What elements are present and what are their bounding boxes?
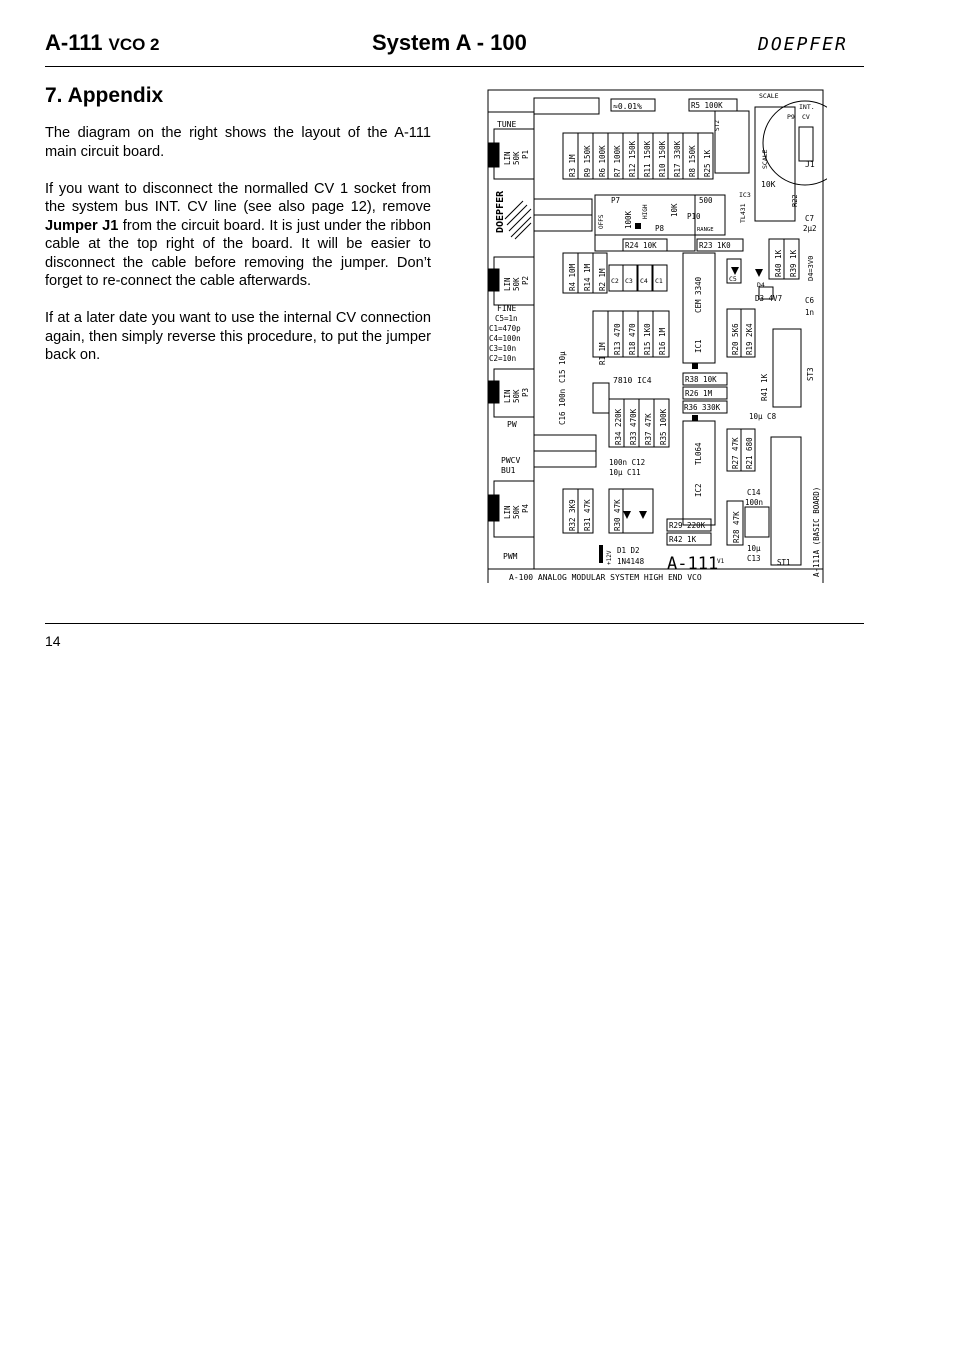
- label-r22: R22: [791, 194, 799, 207]
- label-r34: R34 220K: [614, 408, 623, 445]
- label-c5: C5: [729, 275, 737, 283]
- label-r14: R14 1M: [583, 263, 592, 291]
- page-number: 14: [45, 633, 61, 649]
- label-pw: PW: [507, 420, 517, 429]
- label-500: 500: [699, 196, 713, 205]
- label-int: INT.: [799, 103, 815, 111]
- label-r33: R33 470K: [629, 408, 638, 445]
- label-cv: CV: [802, 113, 810, 121]
- label-ic3: IC3: [739, 191, 751, 199]
- label-r36: R36 330K: [684, 403, 721, 412]
- label-c7: C7: [805, 214, 815, 223]
- label-pwm: PWM: [503, 552, 518, 561]
- label-r26: R26 1M: [685, 389, 713, 398]
- label-tl064: TL064: [694, 442, 703, 465]
- label-c13: 10µ: [747, 544, 761, 553]
- label-c6: C6: [805, 296, 815, 305]
- label-p2-value: 50K: [512, 277, 521, 291]
- label-r28: R28 47K: [732, 511, 741, 543]
- label-d1-d2: D1 D2: [617, 546, 640, 555]
- label-r41: R41 1K: [760, 373, 769, 401]
- label-12v: +12V: [606, 550, 613, 565]
- doepfer-board-logo: DOEPFER: [495, 190, 506, 233]
- label-p4: P4: [521, 503, 530, 513]
- label-c14: C14: [747, 488, 761, 497]
- label-r23: R23 1K0: [699, 241, 731, 250]
- label-r32: R32 3K9: [568, 499, 577, 531]
- label-c4: C4: [640, 277, 648, 285]
- label-r6: R6 100K: [598, 145, 607, 177]
- label-r15: R15 1K0: [643, 323, 652, 355]
- header-rule: [45, 66, 864, 67]
- label-p10: P10: [687, 212, 701, 221]
- label-p1: P1: [521, 149, 530, 159]
- model-subtitle: VCO 2: [108, 35, 160, 54]
- label-p9: P9: [787, 113, 795, 121]
- label-scale: SCALE: [759, 92, 779, 100]
- paragraph-3: If at a later date you want to use the internal CV connection again, then simply reverse this procedure, to put the jumper back on.: [45, 310, 431, 363]
- label-r1: R1 1M: [598, 342, 607, 365]
- label-p3-lin: LIN: [503, 389, 512, 403]
- label-high: HIGH: [642, 204, 649, 219]
- label-r21: R21 680: [745, 437, 754, 469]
- label-p3-value: 50K: [512, 389, 521, 403]
- label-100k: 100K: [624, 210, 633, 229]
- body-text: [45, 124, 431, 383]
- label-p8: P8: [655, 224, 665, 233]
- label-ic4: 7810 IC4: [613, 376, 652, 385]
- label-st3: ST3: [806, 367, 815, 381]
- label-p3: P3: [521, 387, 530, 397]
- header-model: [45, 30, 160, 56]
- label-r5: R5 100K: [691, 101, 723, 110]
- label-r29: R29 220K: [669, 521, 706, 530]
- header-system: System A - 100: [372, 30, 527, 55]
- label-tune: TUNE: [497, 120, 517, 129]
- label-p7: P7: [611, 196, 621, 205]
- label-p2: P2: [521, 275, 530, 285]
- label-fine: FINE: [497, 304, 517, 313]
- label-p4-lin: LIN: [503, 505, 512, 519]
- cap-c4: C4=100n: [489, 334, 521, 343]
- label-1n4148: 1N4148: [617, 557, 645, 566]
- label-c3: C3: [625, 277, 633, 285]
- cap-c2: C2=10n: [489, 354, 517, 363]
- section-title: 7. Appendix: [45, 84, 164, 107]
- label-scale-vertical: SCALE: [761, 149, 769, 169]
- label-c14-value: 100n: [745, 498, 764, 507]
- label-c8: 10µ C8: [749, 412, 777, 421]
- label-c15: C15 10µ: [558, 351, 567, 383]
- label-r19: R19 2K4: [745, 323, 754, 355]
- board-footer: A-100 ANALOG MODULAR SYSTEM HIGH END VCO: [509, 573, 702, 582]
- label-10k-p8: 10K: [670, 203, 679, 217]
- label-r25: R25 1K: [703, 149, 712, 177]
- label-j1: J1: [805, 160, 815, 169]
- label-r2: R2 1M: [598, 268, 607, 291]
- cap-c5: C5=1n: [495, 314, 518, 323]
- label-r35: R35 100K: [659, 408, 668, 445]
- label-st1: ST1: [777, 558, 791, 567]
- label-r8: R8 150K: [688, 145, 697, 177]
- label-r27: R27 47K: [731, 437, 740, 469]
- label-c16: C16 100n: [558, 388, 567, 425]
- label-v1: V1: [717, 558, 725, 565]
- label-r24: R24 10K: [625, 241, 657, 250]
- label-tl431: TL431: [739, 203, 747, 223]
- footer-rule: [45, 623, 864, 624]
- label-r11: R11 150K: [643, 140, 652, 177]
- label-cem3340: CEM 3340: [694, 276, 703, 313]
- label-r42: R42 1K: [669, 535, 697, 544]
- label-d4: D4: [757, 281, 765, 289]
- label-c12: 100n C12: [609, 458, 646, 467]
- label-c11: 10µ C11: [609, 468, 641, 477]
- circuit-board-diagram: [487, 89, 827, 583]
- label-c6-value: 1n: [805, 308, 815, 317]
- label-tolerance: ≈0.01%: [613, 102, 642, 111]
- label-bu1: BU1: [501, 466, 516, 475]
- label-r38: R38 10K: [685, 375, 717, 384]
- label-pwcv: PWCV: [501, 456, 521, 465]
- label-c13-name: C13: [747, 554, 761, 563]
- label-p1-lin: LIN: [503, 151, 512, 165]
- label-r9: R9 150K: [583, 145, 592, 177]
- label-r13: R13 470: [613, 323, 622, 355]
- label-r7: R7 100K: [613, 145, 622, 177]
- cap-c1: C1=470p: [489, 324, 521, 333]
- label-r31: R31 47K: [583, 499, 592, 531]
- label-p1-value: 50K: [512, 151, 521, 165]
- label-ic2: IC2: [694, 483, 703, 497]
- label-r40: R40 1K: [774, 249, 783, 277]
- label-c2: C2: [611, 277, 619, 285]
- label-p4-value: 50K: [512, 505, 521, 519]
- label-offs: OFFS: [598, 214, 605, 229]
- label-r17: R17 330K: [673, 140, 682, 177]
- label-r20: R20 5K6: [731, 323, 740, 355]
- label-10k: 10K: [761, 180, 776, 189]
- label-a111: A-111: [667, 554, 719, 574]
- label-c7-value: 2µ2: [803, 224, 817, 233]
- label-d4-voltage: D4=3V0: [807, 255, 815, 281]
- label-r39: R39 1K: [789, 249, 798, 277]
- paragraph-1: The diagram on the right shows the layout of the A-111 main circuit board.: [45, 125, 431, 160]
- label-r30: R30 47K: [613, 499, 622, 531]
- label-c1: C1: [655, 277, 663, 285]
- model-name: A-111: [45, 30, 103, 55]
- label-basic-board: A-111A (BASIC BOARD): [812, 486, 821, 577]
- label-r10: R10 150K: [658, 140, 667, 177]
- label-p2-lin: LIN: [503, 277, 512, 291]
- paragraph-2: If you want to disconnect the normalled CV 1 socket from the system bus INT. CV line (see also page 12), remove Jumper J1 from the circuit board. It is just under the ribbon cable at the top right of the board. It will be easier to disconnect the cable before removing the jumper. Don’t forget to re-connect the cable afterwards.: [45, 180, 431, 289]
- label-st2: ST2: [714, 120, 721, 131]
- label-r12: R12 150K: [628, 140, 637, 177]
- cap-c3: C3=10n: [489, 344, 517, 353]
- label-r18: R18 470: [628, 323, 637, 355]
- label-ic1: IC1: [694, 339, 703, 353]
- label-d3: D3 4V7: [755, 294, 783, 303]
- label-r4: R4 10M: [568, 263, 577, 291]
- doepfer-logo: DOEPFER: [758, 34, 848, 55]
- label-range: RANGE: [697, 227, 714, 233]
- label-r37: R37 47K: [644, 413, 653, 445]
- jumper-j1-label: Jumper J1: [45, 217, 119, 234]
- label-r3: R3 1M: [568, 154, 577, 177]
- label-r16: R16 1M: [658, 327, 667, 355]
